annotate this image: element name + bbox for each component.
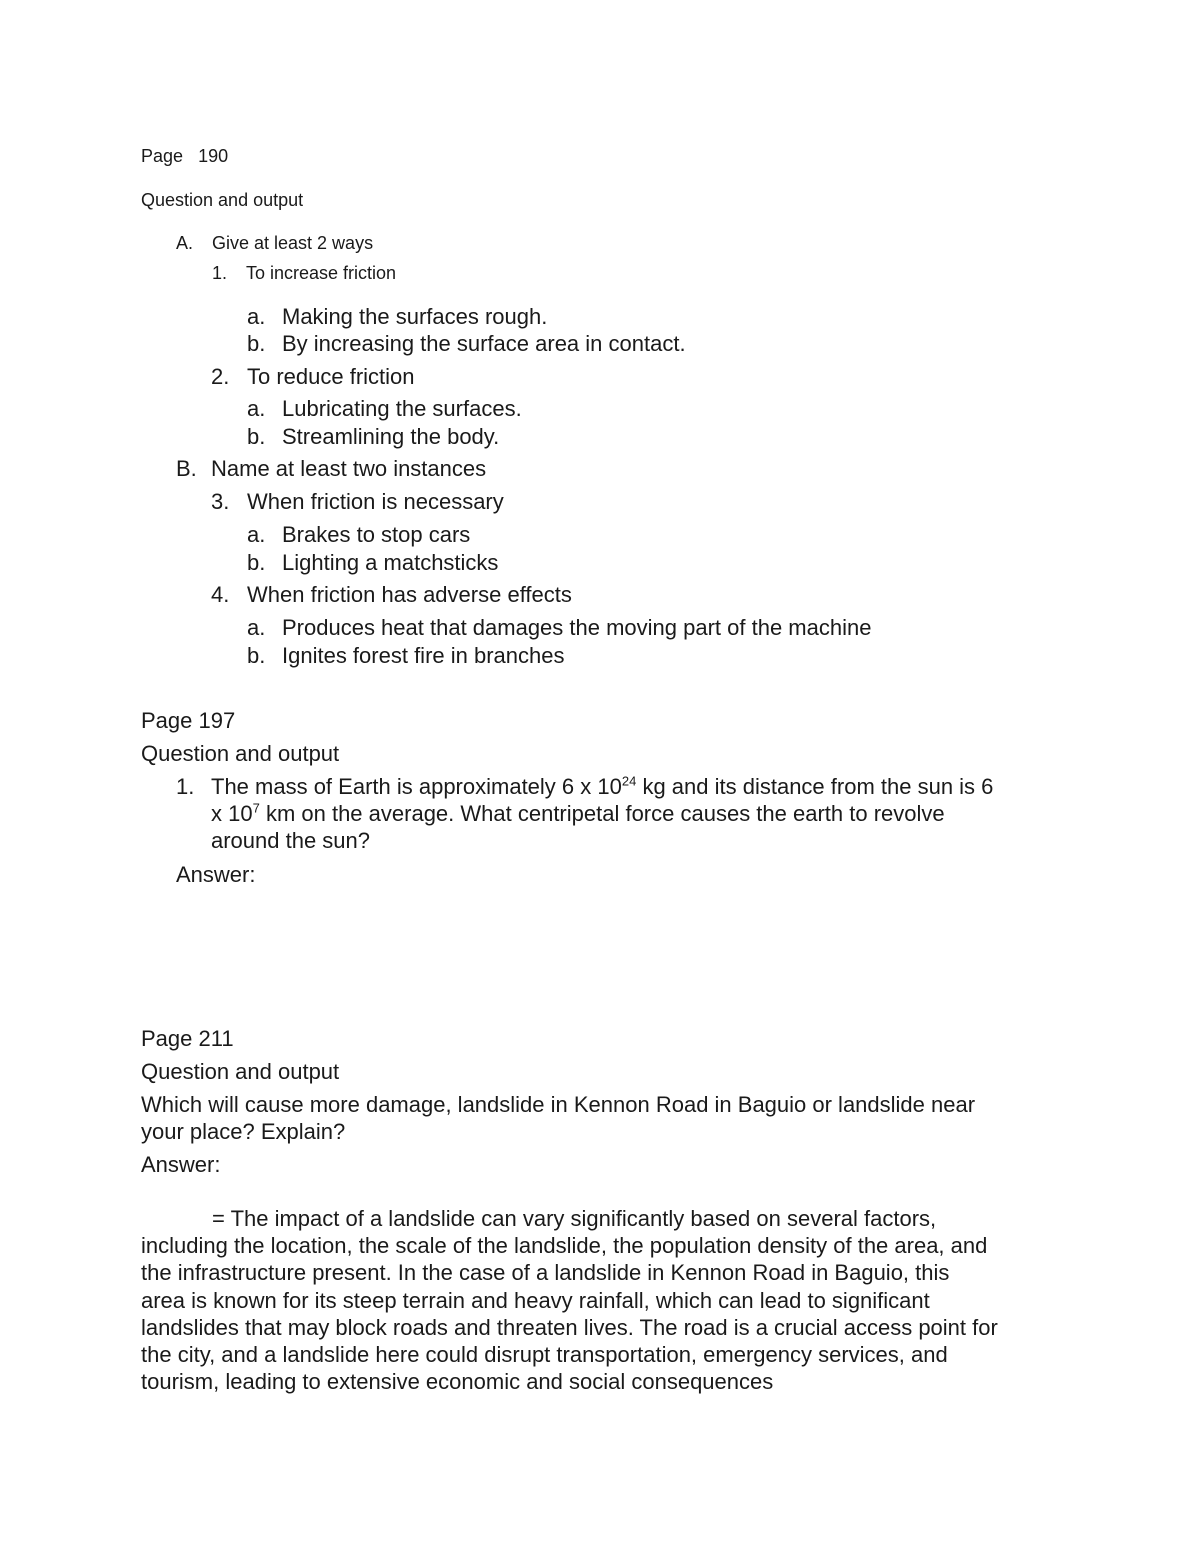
list-marker: 2. xyxy=(211,364,230,389)
exponent: 24 xyxy=(621,773,637,789)
answer-paragraph-line: = The impact of a landslide can vary significantly based on several factors, xyxy=(212,1206,937,1231)
question-line: around the sun? xyxy=(211,828,371,853)
list-item: Brakes to stop cars xyxy=(282,522,471,547)
answer-paragraph-line: the city, and a landslide here could disrupt transportation, emergency services, and xyxy=(141,1342,948,1367)
list-marker: a. xyxy=(247,396,266,421)
list-marker: 3. xyxy=(211,489,230,514)
section-heading: Question and output xyxy=(141,190,304,210)
answer-paragraph-line: including the location, the scale of the landslide, the population density of the area, and xyxy=(141,1233,988,1258)
section-heading: Question and output xyxy=(141,741,340,766)
list-item: Ignites forest fire in branches xyxy=(282,643,565,668)
question-text: kg and its distance from the sun is 6 xyxy=(636,774,994,799)
list-marker: 4. xyxy=(211,582,230,607)
list-marker: 1. xyxy=(212,263,228,283)
list-marker: 1. xyxy=(176,774,195,799)
answer-paragraph-line: tourism, leading to extensive economic and social consequences xyxy=(141,1369,774,1394)
list-marker: a. xyxy=(247,304,266,329)
question-line: your place? Explain? xyxy=(141,1119,346,1144)
question-line xyxy=(211,774,993,800)
page-197-label: Page 197 xyxy=(141,708,236,733)
question-text: x 10 xyxy=(211,801,253,826)
list-marker: b. xyxy=(247,424,266,449)
question-line xyxy=(211,801,945,827)
question-text: The mass of Earth is approximately 6 x 10 xyxy=(211,774,622,799)
list-item: Lubricating the surfaces. xyxy=(282,396,522,421)
list-item: To increase friction xyxy=(246,263,397,283)
answer-paragraph-line: landslides that may block roads and threaten lives. The road is a crucial access point for xyxy=(141,1315,998,1340)
list-item: Give at least 2 ways xyxy=(212,233,374,253)
page-211-label: Page 211 xyxy=(141,1026,234,1051)
list-marker: A. xyxy=(176,233,194,253)
question-line: Which will cause more damage, landslide in Kennon Road in Baguio or landslide near xyxy=(141,1092,976,1117)
list-item: When friction has adverse effects xyxy=(247,582,572,607)
list-item: Streamlining the body. xyxy=(282,424,500,449)
list-item: When friction is necessary xyxy=(247,489,504,514)
page-number: 190 xyxy=(198,146,229,166)
list-item: Name at least two instances xyxy=(211,456,487,481)
list-item: To reduce friction xyxy=(247,364,415,389)
list-marker: B. xyxy=(176,456,197,481)
list-marker: b. xyxy=(247,643,266,668)
page-190-label xyxy=(141,145,228,167)
page-word: Page xyxy=(141,146,184,166)
answer-paragraph-line: the infrastructure present. In the case of a landslide in Kennon Road in Baguio, this xyxy=(141,1260,950,1285)
list-marker: a. xyxy=(247,522,266,547)
list-item: By increasing the surface area in contact. xyxy=(282,331,686,356)
list-marker: a. xyxy=(247,615,266,640)
question-text: km on the average. What centripetal force causes the earth to revolve xyxy=(259,801,945,826)
answer-label: Answer: xyxy=(176,862,256,887)
list-item: Making the surfaces rough. xyxy=(282,304,548,329)
answer-label: Answer: xyxy=(141,1152,221,1177)
list-item: Produces heat that damages the moving part of the machine xyxy=(282,615,872,640)
list-item: Lighting a matchsticks xyxy=(282,550,499,575)
exponent: 7 xyxy=(252,800,260,816)
answer-paragraph-line: area is known for its steep terrain and heavy rainfall, which can lead to significant xyxy=(141,1288,930,1313)
list-marker: b. xyxy=(247,550,266,575)
list-marker: b. xyxy=(247,331,266,356)
section-heading: Question and output xyxy=(141,1059,340,1084)
